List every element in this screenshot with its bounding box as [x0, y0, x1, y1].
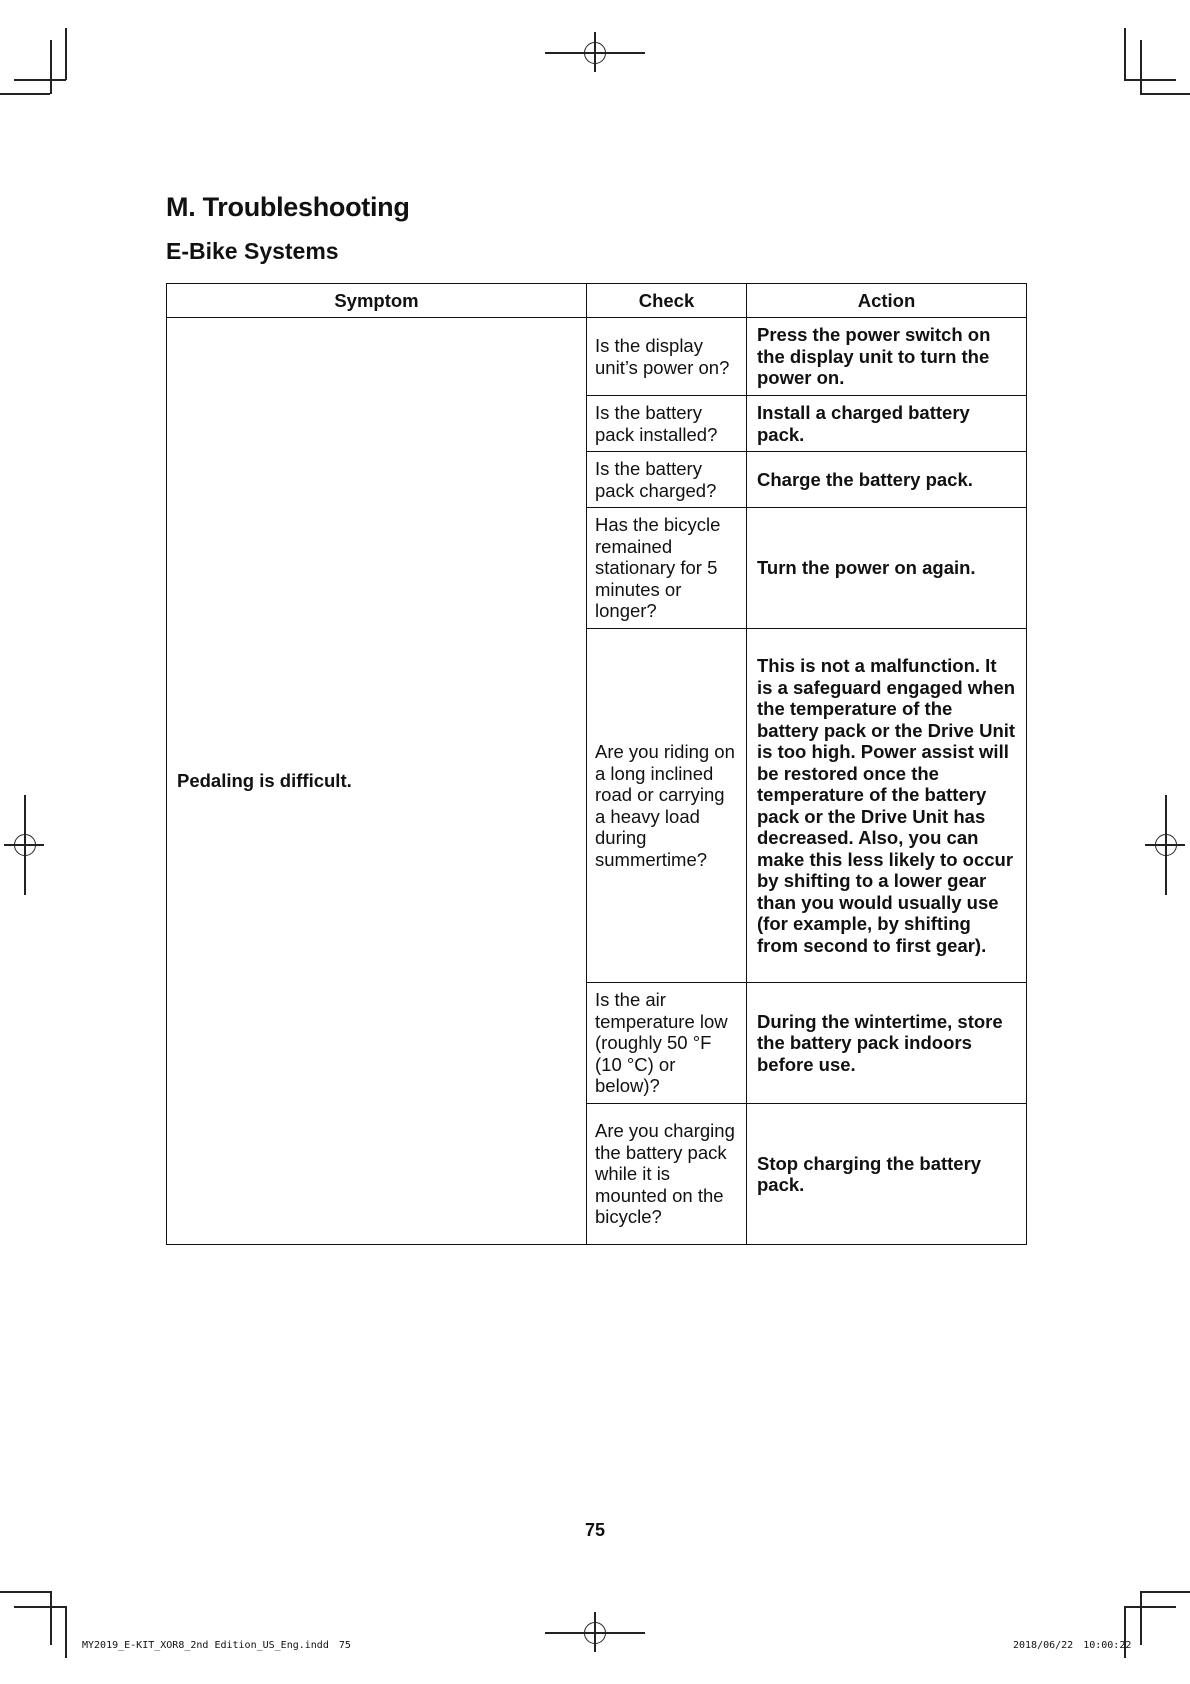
- crop-mark: [1140, 1591, 1142, 1645]
- crop-mark: [65, 28, 67, 80]
- action-cell: Turn the power on again.: [747, 508, 1027, 629]
- crop-mark: [0, 93, 50, 95]
- page-number: 75: [584, 1520, 606, 1540]
- crop-mark: [1124, 28, 1126, 80]
- check-cell: Has the bicycle remained stationary for 5 minutes or longer?: [587, 508, 747, 629]
- check-cell: Are you riding on a long inclined road or carrying a heavy load during summertime?: [587, 629, 747, 983]
- action-cell: Install a charged battery pack.: [747, 396, 1027, 452]
- action-cell: Stop charging the battery pack.: [747, 1104, 1027, 1245]
- section-title: M. Troubleshooting: [166, 192, 410, 222]
- registration-line: [594, 1612, 596, 1652]
- crop-mark: [65, 1606, 67, 1658]
- symptom-cell: Pedaling is difficult.: [167, 318, 587, 1245]
- crop-mark: [50, 1591, 52, 1645]
- crop-mark: [0, 1591, 50, 1593]
- troubleshooting-table: [166, 283, 1027, 1245]
- action-cell: Charge the battery pack.: [747, 452, 1027, 508]
- registration-line: [1145, 844, 1185, 846]
- registration-line: [4, 844, 44, 846]
- crop-mark: [1140, 93, 1190, 95]
- check-cell: Is the battery pack installed?: [587, 396, 747, 452]
- crop-mark: [1124, 1606, 1176, 1608]
- action-cell: This is not a malfunction. It is a safeguard engaged when the temperature of the battery pack or the Drive Unit is too high. Power assist will be restored once the temperature of the battery pack or the Drive Unit has decreased. Also, you can make this less likely to occur by shifting to a lower gear than you would usually use (for example, by shifting from second to first gear).: [747, 629, 1027, 983]
- check-cell: Is the display unit’s power on?: [587, 318, 747, 396]
- crop-mark: [1140, 1591, 1190, 1593]
- table-header-row: [167, 284, 1027, 318]
- crop-mark: [1124, 79, 1176, 81]
- footer-timestamp: 2018/06/22 10:00:22: [1013, 1640, 1132, 1651]
- registration-line: [594, 32, 596, 72]
- action-cell: Press the power switch on the display unit to turn the power on.: [747, 318, 1027, 396]
- check-cell: Is the battery pack charged?: [587, 452, 747, 508]
- crop-mark: [14, 1606, 66, 1608]
- crop-mark: [14, 79, 66, 81]
- crop-mark: [1140, 40, 1142, 94]
- header-symptom: Symptom: [167, 284, 587, 318]
- footer-file-slug: MY2019_E-KIT_XOR8_2nd Edition_US_Eng.indd 75: [82, 1640, 351, 1651]
- check-cell: Are you charging the battery pack while it is mounted on the bicycle?: [587, 1104, 747, 1245]
- header-action: Action: [747, 284, 1027, 318]
- crop-mark: [50, 40, 52, 94]
- header-check: Check: [587, 284, 747, 318]
- action-cell: During the wintertime, store the battery pack indoors before use.: [747, 983, 1027, 1104]
- subsection-title: E-Bike Systems: [166, 238, 339, 264]
- check-cell: Is the air temperature low (roughly 50 °F (10 °C) or below)?: [587, 983, 747, 1104]
- table-row: [167, 318, 1027, 396]
